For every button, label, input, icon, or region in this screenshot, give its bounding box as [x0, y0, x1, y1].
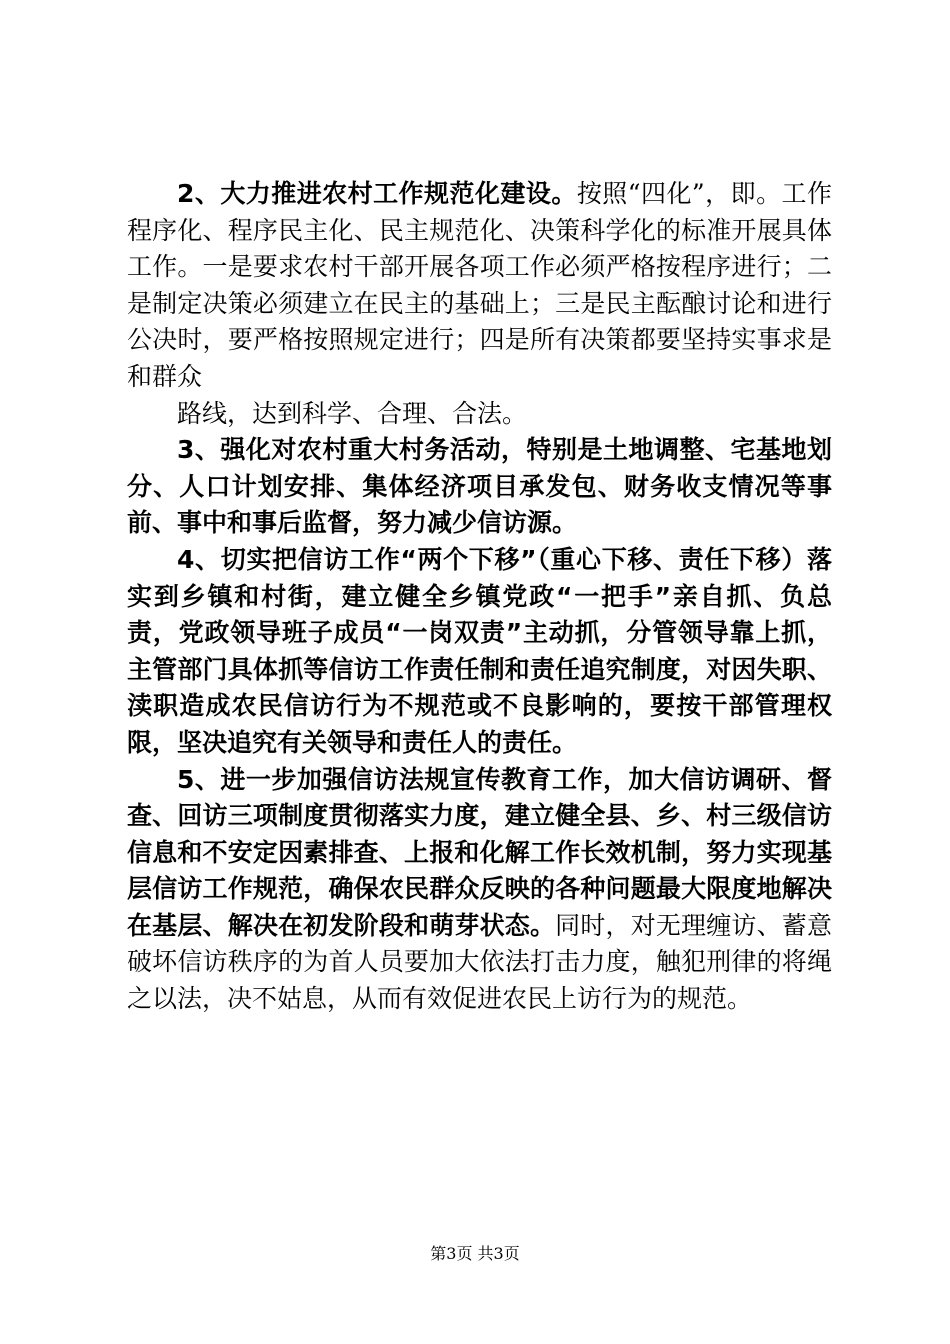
paragraph-2-continued [127, 396, 832, 433]
paragraph-2-rest: 按照“四化”，即。工作程序化、程序民主化、民主规范化、决策科学化的标准开展具体工作。一是要求农村干部开展各项工作必须严格按程序进行；二是制定决策必须建立在民主的基础上；三是民主酝酿讨论和进行公决时，要严格按照规定进行；四是所有决策都要坚持实事求是和群众 [127, 179, 833, 391]
paragraph-5 [127, 762, 832, 1018]
paragraph-4 [127, 542, 832, 762]
paragraph-5-rest: 同时，对无理缠访、蓄意破坏信访秩序的为首人员要加大依法打击力度，触犯刑律的将绳之以法，决不姑息，从而有效促进农民上访行为的规范。 [127, 910, 832, 1014]
paragraph-3-text: 3、强化对农村重大村务活动，特别是土地调整、宅基地划分、人口计划安排、集体经济项目承发包、财务收支情况等事前、事中和事后监督，努力减少信访源。 [127, 435, 832, 538]
paragraph-3 [127, 432, 832, 542]
paragraph-2-lead: 2、大力推进农村工作规范化建设。 [177, 179, 577, 208]
page-footer [0, 1244, 950, 1264]
paragraph-2 [127, 176, 832, 396]
page-number-label: 第3页 共3页 [430, 1244, 520, 1263]
paragraph-2-continued-text: 路线，达到科学、合理、合法。 [177, 398, 528, 428]
document-body [127, 176, 832, 1018]
paragraph-5-lead: 5、进一步加强信访法规宣传教育工作，加大信访调研、督查、回访三项制度贯彻落实力度，建立健全县、乡、村三级信访信息和不安定因素排查、上报和化解工作长效机制，努力实现基层信访工作规范，确保农民群众反映的各种问题最大限度地解决在基层、解决在初发阶段和萌芽状态。 [127, 764, 832, 940]
paragraph-4-text: 4、切实把信访工作“两个下移”（重心下移、责任下移）落实到乡镇和村街，建立健全乡镇党政“一把手”亲自抓、负总责，党政领导班子成员“一岗双责”主动抓，分管领导靠上抓，主管部门具体抓等信访工作责任制和责任追究制度，对因失职、渎职造成农民信访行为不规范或不良影响的，要按干部管理权限，坚决追究有关领导和责任人的责任。 [127, 544, 832, 757]
